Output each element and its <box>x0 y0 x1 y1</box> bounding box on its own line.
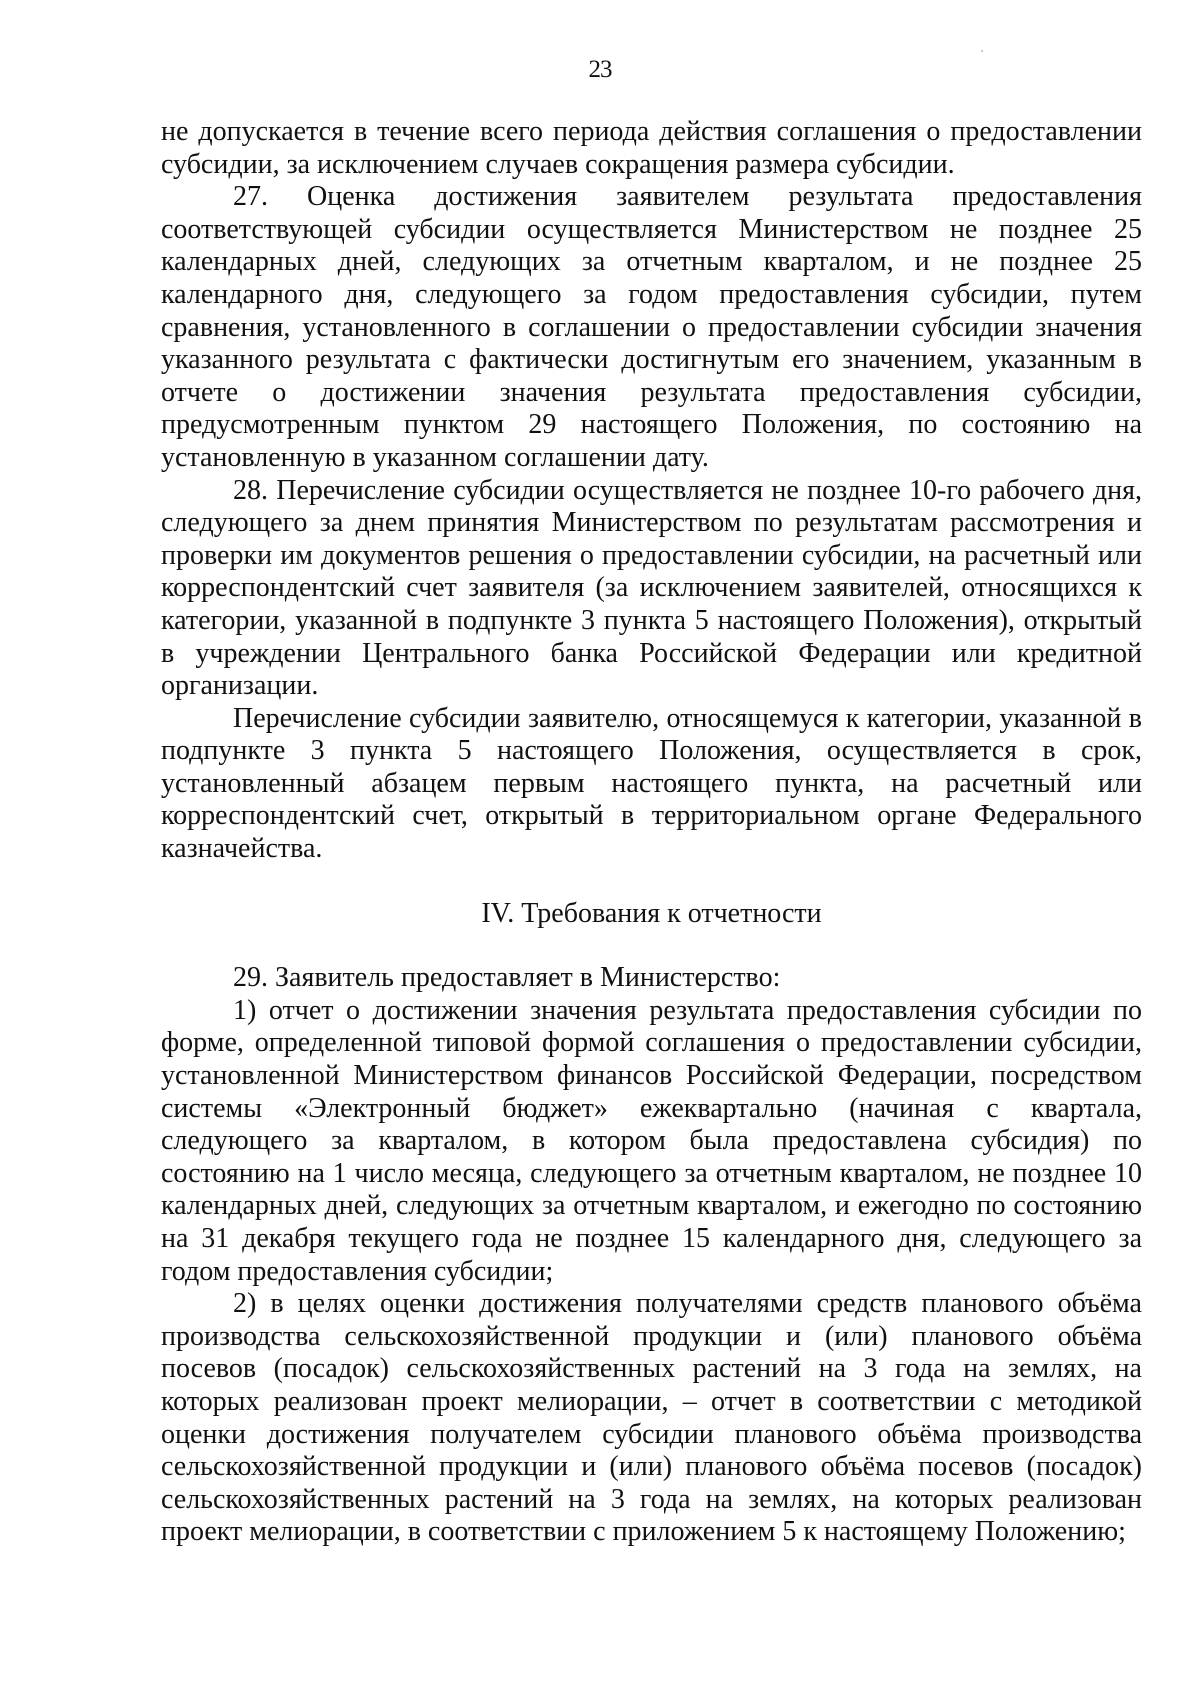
page-number: 23 <box>588 56 612 83</box>
paragraph-continuation: не допускается в течение всего периода действия соглашения о предоставлении субсидии, за исключением случаев сокращения размера субсидии. <box>161 116 1142 180</box>
list-item-2: 2) в целях оценки достижения получателями средств планового объёма производства сельскохозяйственной продукции и (или) планового объёма посевов (посадок) сельскохозяйственных растений на 3 года на землях, на которых реализован проект мелиорации, – отчет в соответствии с методикой оценки достижения получателем субсидии планового объёма производства сельскохозяйственной продукции и (или) планового объёма посевов (посадок) сельскохозяйственных растений на 3 года на землях, на которых реализован проект мелиорации, в соответствии с приложением 5 к настоящему Положению; <box>161 1288 1142 1548</box>
section-heading: IV. Требования к отчетности <box>481 897 822 929</box>
paragraph-29: 29. Заявитель предоставляет в Министерство: <box>233 962 781 994</box>
paragraph-27: 27. Оценка достижения заявителем результата предоставления соответствующей субсидии осуществляется Министерством не позднее 25 календарных дней, следующих за отчетным кварталом, и не позднее 25 календарного дня, следующего за годом предоставления субсидии, путем сравнения, установленного в соглашении о предоставлении субсидии значения указанного результата с фактически достигнутым его значением, указанным в отчете о достижении значения результата предоставления субсидии, предусмотренным пунктом 29 настоящего Положения, по состоянию на установленную в указанном соглашении дату. <box>161 181 1142 473</box>
paragraph-28-transfer: Перечисление субсидии заявителю, относящемуся к категории, указанной в подпункте 3 пункта 5 настоящего Положения, осуществляется в срок, установленный абзацем первым настоящего пункта, на расчетный или корреспондентский счет, открытый в территориальном органе Федерального казначейства. <box>161 702 1142 865</box>
list-item-1: 1) отчет о достижении значения результата предоставления субсидии по форме, определенной типовой формой соглашения о предоставлении субсидии, установленной Министерством финансов Российской Федерации, посредством системы «Электронный бюджет» ежеквартально (начиная с квартала, следующего за кварталом, в котором была предоставлена субсидия) по состоянию на 1 число месяца, следующего за отчетным кварталом, не позднее 10 календарных дней, следующих за отчетным кварталом, и ежегодно по состоянию на 31 декабря текущего года не позднее 15 календарного дня, следующего за годом предоставления субсидии; <box>161 994 1142 1287</box>
paragraph-28: 28. Перечисление субсидии осуществляется не позднее 10-го рабочего дня, следующего за днем принятия Министерством по результатам рассмотрения и проверки им документов решения о предоставлении субсидии, на расчетный или корреспондентский счет заявителя (за исключением заявителей, относящихся к категории, указанной в подпункте 3 пункта 5 настоящего Положения), открытый в учреждении Центрального банка Российской Федерации или кредитной организации. <box>161 474 1142 702</box>
scan-artifact <box>981 50 983 52</box>
document-body <box>161 116 1142 1549</box>
